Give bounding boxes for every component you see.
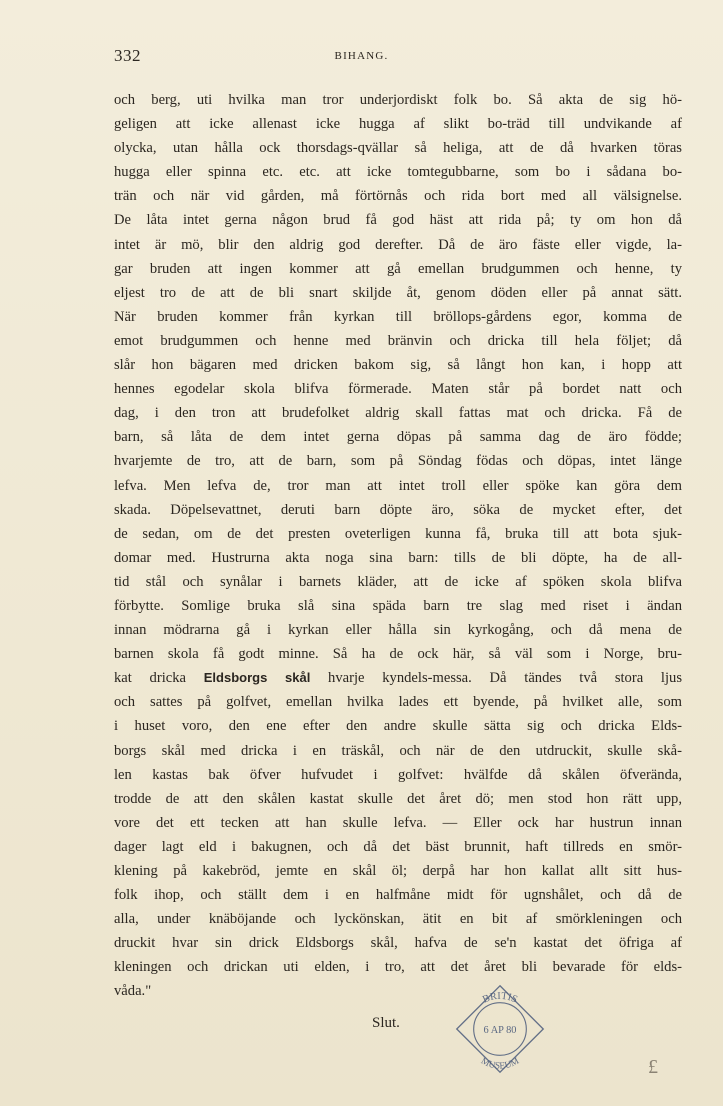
stamp-top-text: BRITIS (481, 990, 520, 1006)
text-line: dag, i den tron att brudefolket aldrig skall fattas mat och dricka. Få de (114, 405, 682, 422)
margin-mark: £ (648, 1056, 658, 1078)
page-header (114, 46, 609, 70)
text-line: i huset voro, den ene efter den andre skulle sätta sig och dricka Elds- (114, 718, 682, 735)
text-line: trän och när vid gården, må förtörnås och rida bort med all välsignelse. (114, 188, 682, 205)
bold-term: Eldsborgs skål (203, 670, 311, 686)
text-line: tid stål och synålar i barnets kläder, att de icke af spöken skola blifva (114, 573, 682, 590)
text-line: klening på kakebröd, jemte en skål öl; derpå har hon kallat allt sitt hus- (114, 863, 682, 879)
text-line: hugga eller spinna etc. etc. att icke tomtegubbarne, som bo i sådana bo- (114, 164, 682, 181)
text-line: barn, så låta de dem intet gerna döpas på samma dag de äro födde; (114, 429, 682, 446)
text-line: folk ihop, och ställt dem i en halfmåne midt för ugnshålet, och då de (114, 887, 682, 904)
text-line: barnen skola få godt minne. Så ha de ock här, så väl som i Norge, bru- (114, 646, 682, 663)
page-number: 332 (114, 46, 141, 65)
text-line: och berg, uti hvilka man tror underjordiskt folk bo. Så akta de sig hö- (114, 92, 682, 108)
text-line: intet är mö, blir den aldrig god derefter. Då de äro fäste eller vigde, la- (114, 236, 682, 253)
text-line: förbytte. Somlige bruka slå sina späda barn tre slag med riset i ändan (114, 597, 682, 614)
text-segment: kat dricka (114, 670, 204, 687)
text-line: hvarjemte de tro, att de barn, som på Söndag födas och döpas, intet länge (114, 453, 682, 470)
text-line: trodde de att den skålen kastat skulle det året dö; men stod hon rätt upp, (114, 790, 682, 807)
text-line: borgs skål med dricka i en träskål, och när de den utdruckit, skulle skå- (114, 742, 682, 759)
text-line: När bruden kommer från kyrkan till bröllops-gårdens egor, komma de (114, 308, 682, 325)
text-line: druckit hvar sin drick Eldsborgs skål, hafva de se'n kastat det öfriga af (114, 935, 682, 952)
text-line: dager lagt eld i bakugnen, och då det bäst brunnit, haft tillreds en smör- (114, 838, 682, 855)
svg-text:MUSEUM (479, 1056, 521, 1071)
text-line: eljest tro de att de bli snart skiljde åt, genom döden eller på annat sätt. (114, 284, 682, 301)
text-line: kleningen och drickan uti elden, i tro, att det året bli bevarade för elds- (114, 959, 682, 976)
stamp-bottom-text: MUSEUM (479, 1056, 521, 1072)
end-text: Slut. (372, 1015, 400, 1031)
text-line: emot brudgummen och henne med bränvin och dricka till hela följet; då (114, 332, 682, 349)
text-segment: hvarje kyndels-messa. Då tändes två stora ljus (310, 670, 683, 687)
text-line: geligen att icke allenast icke hugga af slikt bo-träd till undvikande af (114, 116, 682, 133)
library-stamp (453, 982, 547, 1076)
text-line: vore det ett tecken att han skulle lefva. — Eller ock har hustrun innan (114, 814, 682, 831)
text-line: len kastas bak öfver hufvudet i golfvet: hvälfde då skålen öfverända, (114, 766, 682, 783)
text-line: De låta intet gerna någon brud få god häst att rida på; ty om hon då (114, 212, 682, 229)
body-text (114, 88, 682, 1004)
running-title: BIHANG. (334, 50, 389, 62)
text-line: de sedan, om de det presten oveterligen kunna få, bruka till att bota sjuk- (114, 525, 682, 542)
stamp-date: 6 AP 80 (483, 1024, 517, 1036)
text-line: lefva. Men lefva de, tror man att intet troll eller spöke kan göra dem (114, 477, 682, 494)
text-line: gar bruden att ingen kommer att gå emellan brudgummen och henne, ty (114, 260, 682, 277)
text-line: och sattes på golfvet, emellan hvilka lades ett byende, på hvilket alle, som (114, 694, 682, 711)
text-line: våda." (114, 983, 152, 1000)
text-line: olycka, utan hålla ock thorsdags-qvällar så heliga, att de då hvarken töras (114, 140, 682, 157)
text-line: skada. Döpelsevattnet, deruti barn döpte äro, söka de mycket efter, det (114, 501, 682, 518)
text-line (114, 666, 682, 690)
text-line: innan mödrarna gå i kyrkan eller hålla sin kyrkogång, och då mena de (114, 622, 682, 639)
svg-text:BRITIS (481, 991, 519, 1006)
text-line: hennes egodelar skola blifva förmerade. Maten står på bordet natt och (114, 381, 682, 398)
text-line: alla, under knäböjande och lyckönskan, ätit en bit af smörkleningen och (114, 911, 682, 928)
text-line: domar med. Hustrurna akta noga sina barn: tills de bli döpte, ha de all- (114, 549, 682, 566)
text-line: slår hon bägaren med dricken bakom sig, så långt hon kan, i hopp att (114, 357, 682, 374)
